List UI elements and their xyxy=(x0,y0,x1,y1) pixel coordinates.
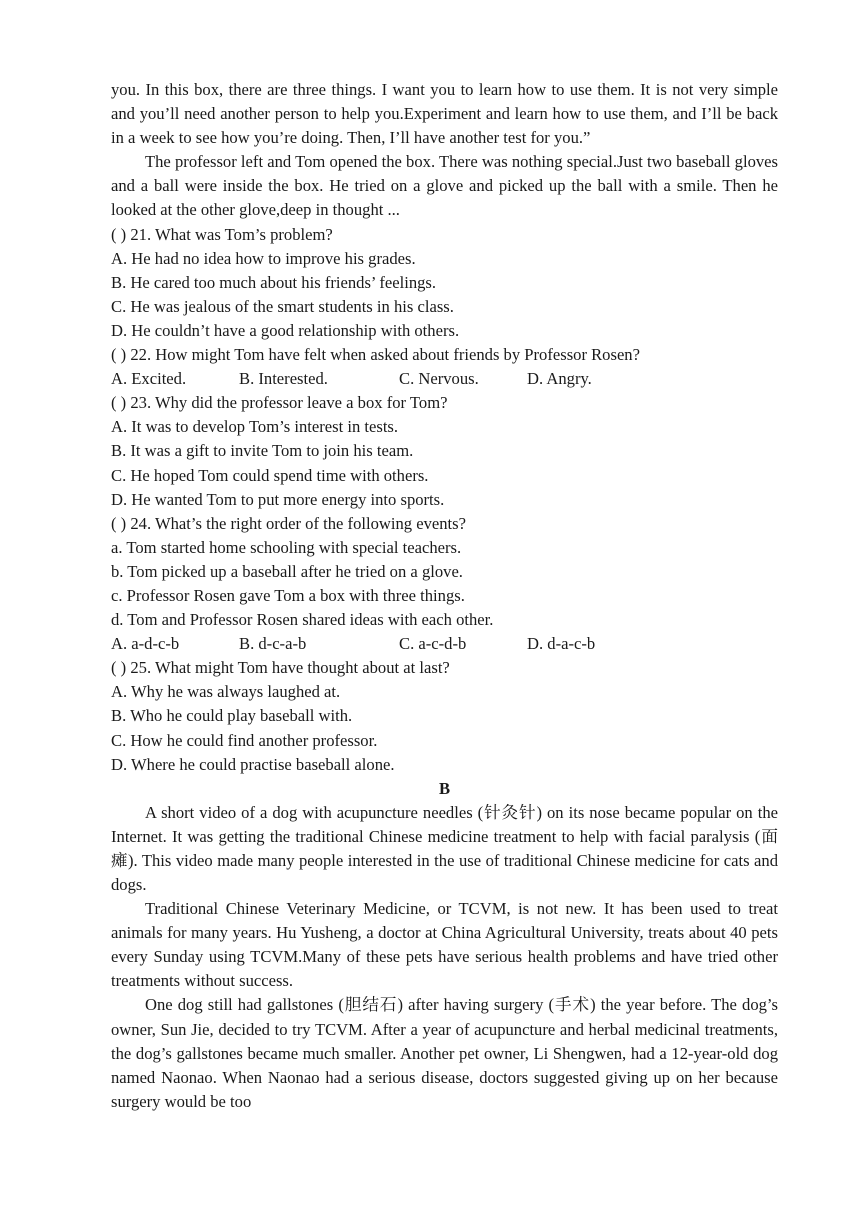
question-21-stem: ( ) 21. What was Tom’s problem? xyxy=(111,224,333,244)
question-22-option-a: A. Excited. xyxy=(111,369,187,389)
question-23-option-b: B. It was a gift to invite Tom to join his team. xyxy=(111,441,414,461)
question-22-stem: ( ) 22. How might Tom have felt when asked about friends by Professor Rosen? xyxy=(111,345,640,365)
question-24-option-d: D. d-a-c-b xyxy=(527,634,596,654)
question-21-option-c: C. He was jealous of the smart students in his class. xyxy=(111,296,454,316)
question-21-option-a: A. He had no idea how to improve his grades. xyxy=(111,248,416,268)
question-23-option-a: A. It was to develop Tom’s interest in tests. xyxy=(111,417,399,437)
question-24-option-a: A. a-d-c-b xyxy=(111,634,180,654)
question-21-option-d: D. He couldn’t have a good relationship with others. xyxy=(111,320,460,340)
question-24-event-b: b. Tom picked up a baseball after he tried on a glove. xyxy=(111,561,463,581)
question-25-stem: ( ) 25. What might Tom have thought about at last? xyxy=(111,658,450,678)
question-23-stem: ( ) 23. Why did the professor leave a box for Tom? xyxy=(111,393,448,413)
question-22-options xyxy=(111,367,778,391)
question-23-option-c: C. He hoped Tom could spend time with others. xyxy=(111,465,429,485)
question-22-option-b: B. Interested. xyxy=(239,369,328,389)
question-24-event-a: a. Tom started home schooling with special teachers. xyxy=(111,537,462,557)
passage-a-paragraph-1: you. In this box, there are three things. I want you to learn how to use them. It is not very simple and you’ll need another person to help you.Experiment and learn how to use them, and I’ll be back in a week to see how you’re doing. Then, I’ll have another test for you.” xyxy=(111,80,778,148)
passage-b-paragraph-2: Traditional Chinese Veterinary Medicine, or TCVM, is not new. It has been used to treat animals for many years. Hu Yusheng, a doctor at China Agricultural University, treats about 40 pets every Sunday using TCVM.Many of these pets have serious health problems and have tried other treatments without success. xyxy=(111,899,778,991)
question-25-option-b: B. Who he could play baseball with. xyxy=(111,706,353,726)
question-23-option-d: D. He wanted Tom to put more energy into sports. xyxy=(111,489,445,509)
passage-a-paragraph-2: The professor left and Tom opened the box. There was nothing special.Just two baseball gloves and a ball were inside the box. He tried on a glove and picked up the ball with a smile. Then he looked at the other glove,deep in thought ... xyxy=(111,152,778,220)
passage-b-paragraph-3: One dog still had gallstones (胆结石) after having surgery (手术) the year before. The dog’s owner, Sun Jie, decided to try TCVM. After a year of acupuncture and herbal medicinal treatments, the dog’s gallstones became much smaller. Another pet owner, Li Shengwen, had a 12-year-old dog named Naonao. When Naonao had a serious disease, doctors suggested giving up on her because surgery would be too xyxy=(111,995,778,1111)
question-25-option-d: D. Where he could practise baseball alone. xyxy=(111,754,395,774)
question-25-option-c: C. How he could find another professor. xyxy=(111,730,378,750)
passage-b-title: B xyxy=(438,778,451,798)
question-24-option-c: C. a-c-d-b xyxy=(399,634,467,654)
question-24-event-c: c. Professor Rosen gave Tom a box with three things. xyxy=(111,585,465,605)
question-22-option-d: D. Angry. xyxy=(527,369,592,389)
question-24-option-b: B. d-c-a-b xyxy=(239,634,307,654)
question-24-options xyxy=(111,632,778,656)
question-24-stem: ( ) 24. What’s the right order of the following events? xyxy=(111,513,466,533)
passage-b-paragraph-1: A short video of a dog with acupuncture needles (针灸针) on its nose became popular on the Internet. It was getting the traditional Chinese medicine treatment to help with facial paralysis (面瘫). This video made many people interested in the use of traditional Chinese medicine for cats and dogs. xyxy=(111,802,778,894)
question-22-option-c: C. Nervous. xyxy=(399,369,479,389)
question-25-option-a: A. Why he was always laughed at. xyxy=(111,682,341,702)
question-21-option-b: B. He cared too much about his friends’ feelings. xyxy=(111,272,437,292)
question-24-event-d: d. Tom and Professor Rosen shared ideas with each other. xyxy=(111,610,494,630)
